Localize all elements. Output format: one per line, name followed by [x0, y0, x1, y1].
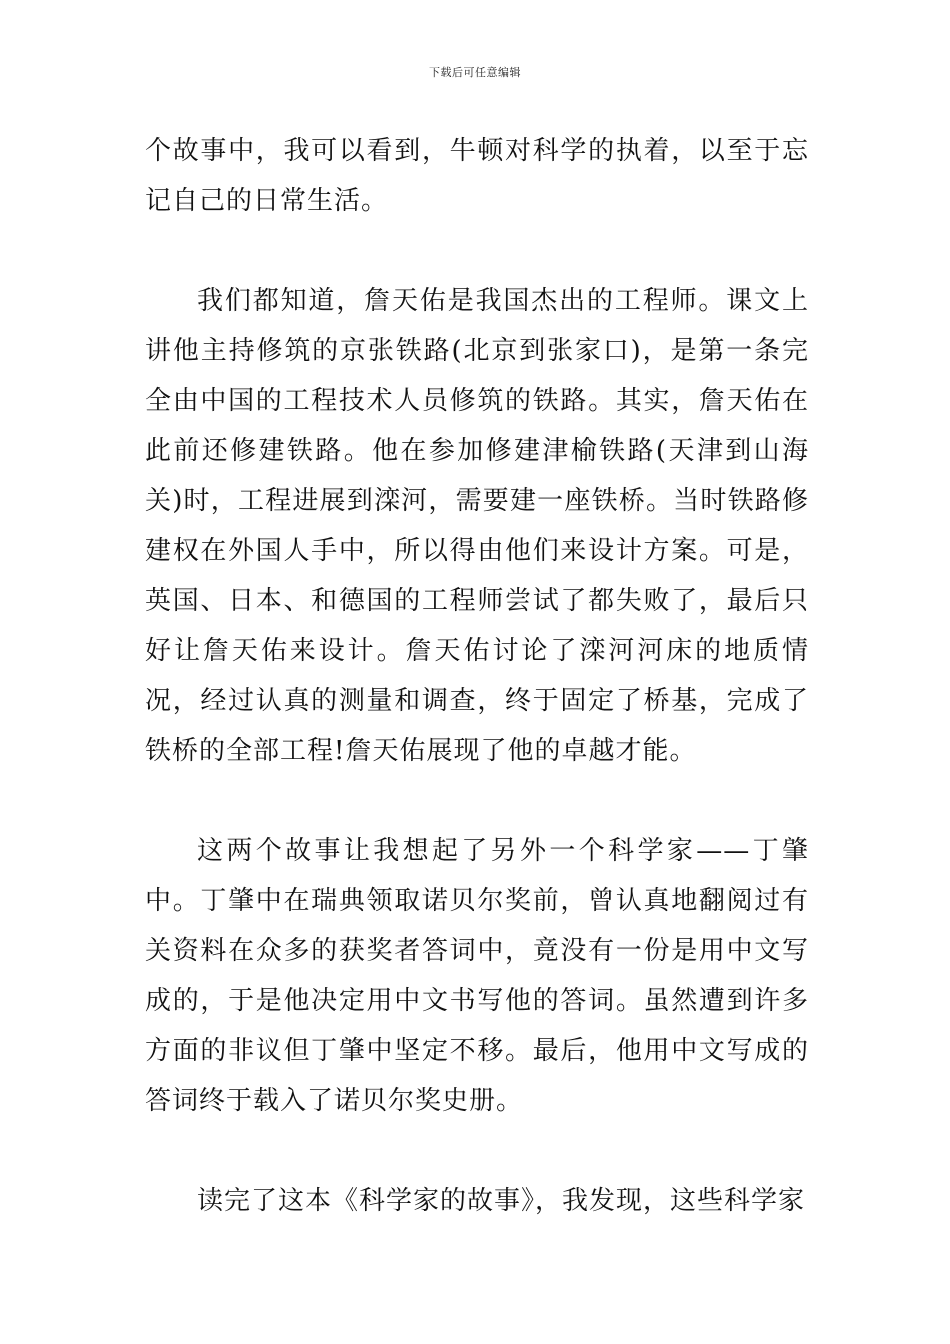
paragraph-2: 我们都知道，詹天佑是我国杰出的工程师。课文上讲他主持修筑的京张铁路(北京到张家口)，是第一条完全由中国的工程技术人员修筑的铁路。其实，詹天佑在此前还修建铁路。他在参加修建津榆铁路(天津到山海关)时，工程进展到滦河，需要建一座铁桥。当时铁路修建权在外国人手中，所以得由他们来设计方案。可是，英国、日本、和德国的工程师尝试了都失败了，最后只好让詹天佑来设计。詹天佑讨论了滦河河床的地质情况，经过认真的测量和调查，终于固定了桥基，完成了铁桥的全部工程!詹天佑展现了他的卓越才能。 [145, 286, 809, 766]
paragraph-gap [145, 226, 809, 276]
document-body [145, 126, 809, 1226]
paragraph-4: 读完了这本《科学家的故事》，我发现，这些科学家 [197, 1186, 806, 1216]
paragraph-3: 这两个故事让我想起了另外一个科学家——丁肇中。丁肇中在瑞典领取诺贝尔奖前，曾认真地翻阅过有关资料在众多的获奖者答词中，竟没有一份是用中文写成的，于是他决定用中文书写他的答词。虽然遭到许多方面的非议但丁肇中坚定不移。最后，他用中文写成的答词终于载入了诺贝尔奖史册。 [145, 836, 809, 1116]
paragraph-gap [145, 1126, 809, 1176]
paragraph-gap [145, 776, 809, 826]
paragraph-1: 个故事中，我可以看到，牛顿对科学的执着，以至于忘记自己的日常生活。 [145, 136, 809, 216]
page-header: 下载后可任意编辑 [429, 66, 521, 79]
